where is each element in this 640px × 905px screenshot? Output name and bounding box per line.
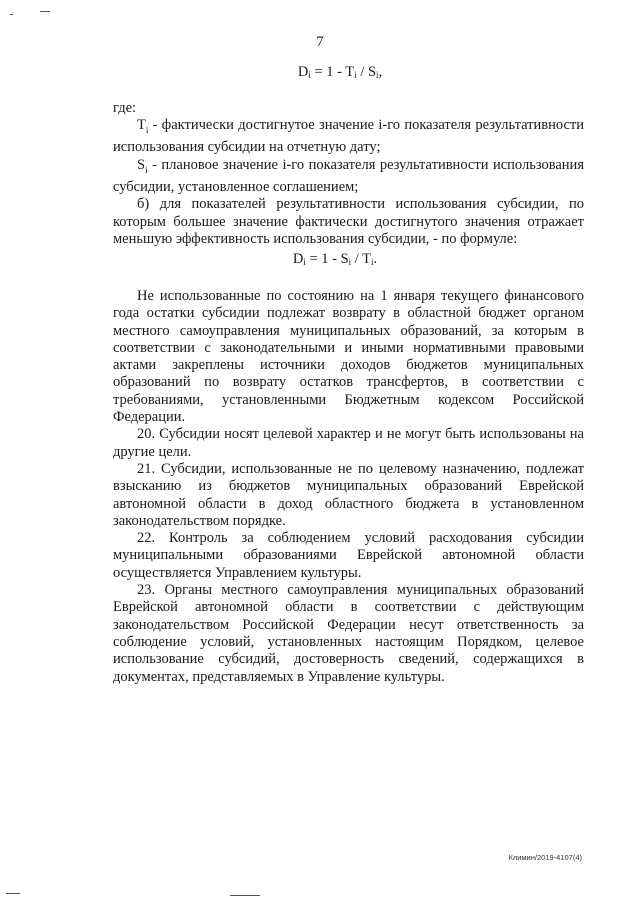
- definition-t: $T_i$ - фактически достигнутое значение i-го показателя результативности использования субсидии на отчетную дату;: [113, 117, 584, 156]
- body-block: [113, 288, 584, 686]
- definition-s: $S_i$ - плановое значение i-го показателя результативности использования субсидии, установленное соглашением;: [113, 156, 584, 195]
- scan-artifact-bottom-left: [6, 893, 20, 894]
- formula-1: $D_i = 1 - T_i / S_i$,: [297, 64, 383, 80]
- page-number: 7: [316, 34, 324, 50]
- scan-artifact-bottom-mid: [230, 895, 260, 896]
- paragraph-22: 22. Контроль за соблюдением условий расходования субсидии муниципальными образованиями Еврейской автономной области осуществляется Управлением культуры.: [113, 530, 584, 581]
- item-b: б) для показателей результативности использования субсидии, по которым большее значение фактически достигнутого значения отражает меньшую эффективность использования субсидии, - по формуле:: [113, 196, 584, 247]
- formula-2: $D_i = 1 - S_i / T_i$.: [292, 251, 378, 267]
- scan-artifact-top-left: [10, 14, 13, 15]
- paragraph-unused-balance: Не использованные по состоянию на 1 января текущего финансового года остатки субсидии подлежат возврату в областной бюджет органом местного самоуправления муниципальных образований, за которым в соответствии с законодательными и иными нормативными правовыми актами закреплены источники доходов бюджетов муниципальных образований по возврату остатков трансфертов, в соответствии с требованиями, установленными Бюджетным кодексом Российской Федерации.: [113, 288, 584, 426]
- scan-artifact-top-left-2: [40, 11, 50, 12]
- document-code: Климин/2019-4107(4): [508, 853, 582, 862]
- where-label: где:: [113, 100, 137, 116]
- paragraph-20: 20. Субсидии носят целевой характер и не могут быть использованы на другие цели.: [113, 426, 584, 460]
- definitions-block: [113, 100, 584, 248]
- paragraph-23: 23. Органы местного самоуправления муниципальных образований Еврейской автономной области в соответствии с действующим законодательством Российской Федерации несут ответственность за соблюдение условий, установленных настоящим Порядком, целевое использование субсидий, достоверность сведений, содержащихся в документах, представляемых в Управление культуры.: [113, 582, 584, 685]
- paragraph-21: 21. Субсидии, использованные не по целевому назначению, подлежат взысканию из бюджетов муниципальных образований Еврейской автономной области в доход областного бюджета в установленном законодательством порядке.: [113, 460, 584, 529]
